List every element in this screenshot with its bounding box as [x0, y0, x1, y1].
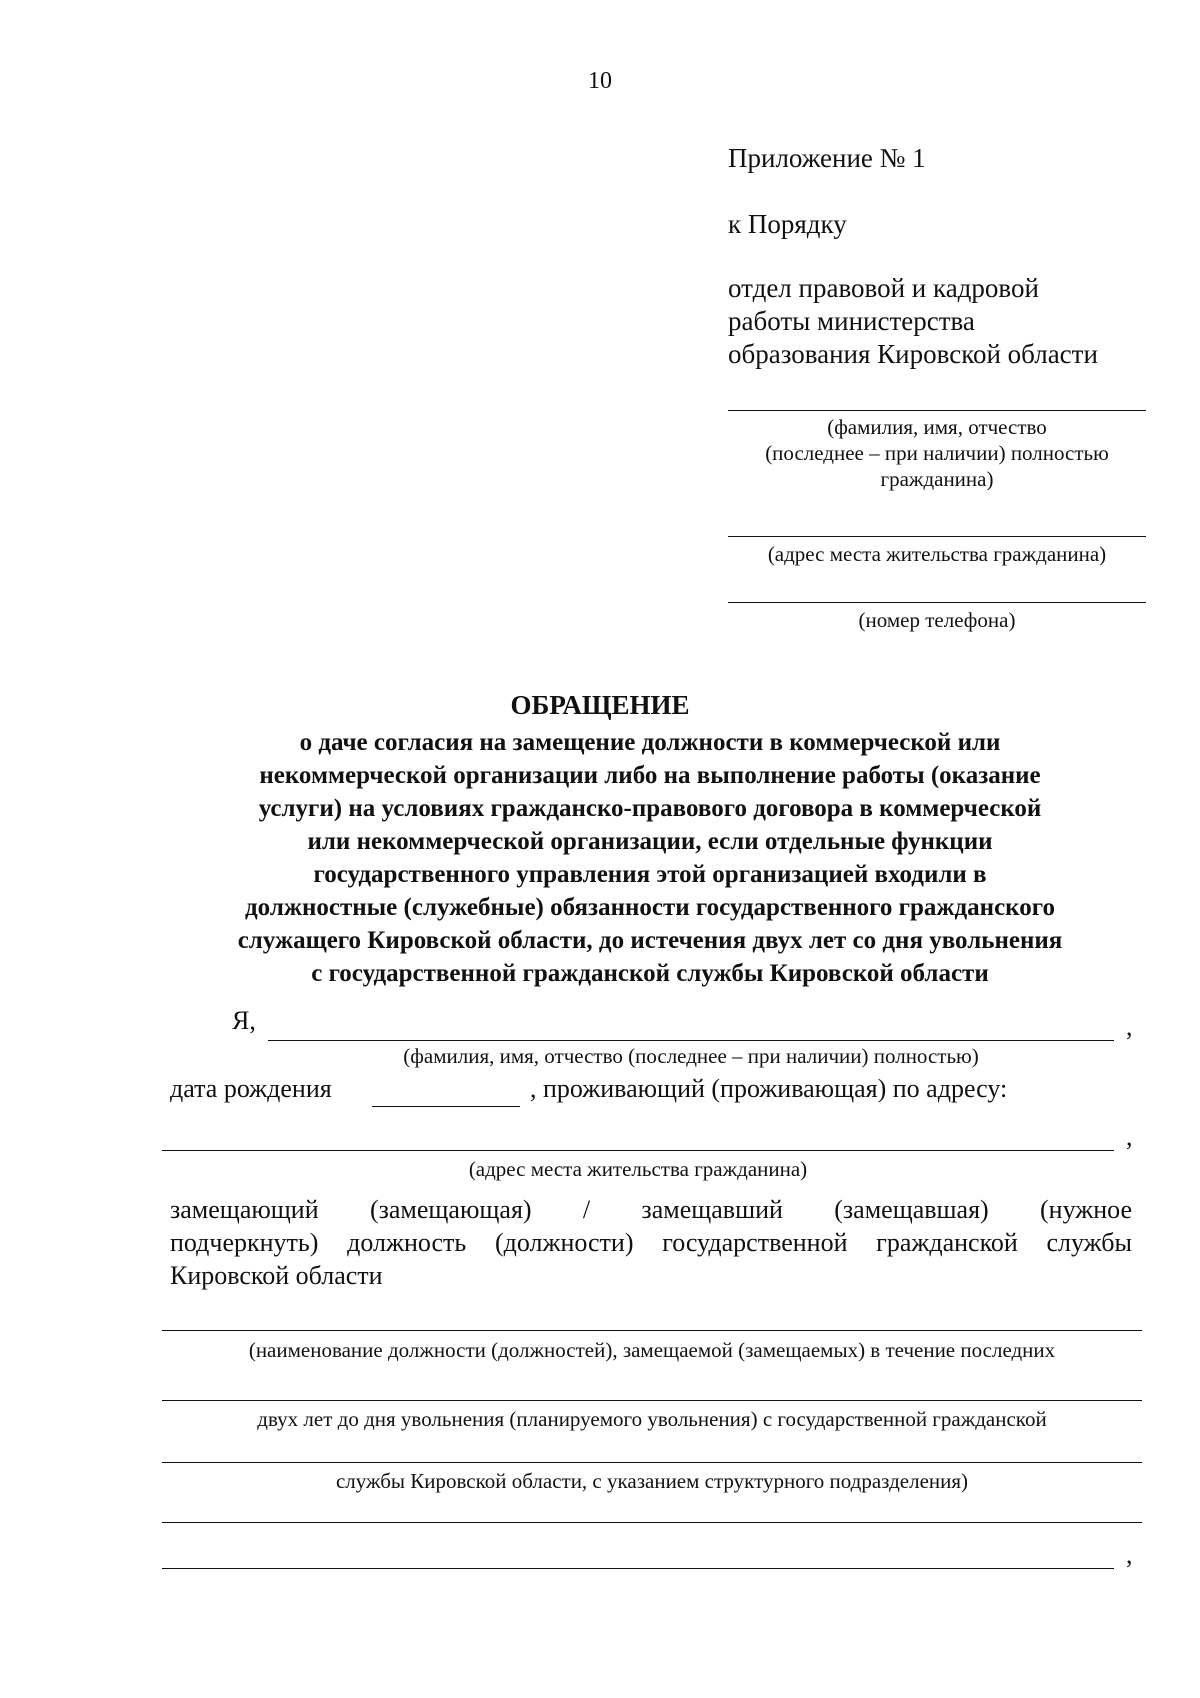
appendix-label: Приложение № 1: [728, 143, 926, 173]
body-fio-field[interactable]: [268, 1040, 1114, 1041]
position-field-4[interactable]: [162, 1522, 1142, 1523]
body-address-caption: (адрес места жительства гражданина): [468, 1157, 808, 1181]
recipient-line: образования Кировской области: [728, 339, 1098, 369]
applicant-address-field[interactable]: [728, 536, 1146, 537]
applicant-phone-field[interactable]: [728, 602, 1146, 603]
applicant-fio-caption: (фамилия, имя, отчество (последнее – при наличии) полностью гражданина): [765, 415, 1109, 491]
position-caption-1: (наименование должности (должностей), замещаемой (замещаемых) в течение последних: [248, 1338, 1056, 1362]
body-fio-caption: (фамилия, имя, отчество (последнее – при наличии) полностью): [403, 1044, 979, 1068]
position-caption-2: двух лет до дня увольнения (планируемого увольнения) с государственной гражданской: [257, 1407, 1047, 1431]
recipient-line: работы министерства: [728, 306, 975, 336]
birth-date-field[interactable]: [372, 1106, 520, 1107]
applicant-address-caption: (адрес места жительства гражданина): [767, 542, 1107, 566]
residing-label: , проживающий (проживающая) по адресу:: [530, 1074, 1008, 1103]
i-label: Я,: [232, 1006, 256, 1035]
recipient-line: отдел правовой и кадровой: [728, 273, 1039, 303]
applicant-fio-field[interactable]: [728, 410, 1146, 411]
position-caption-3: службы Кировской области, с указанием структурного подразделения): [335, 1469, 969, 1493]
position-paragraph: замещающий (замещающая) / замещавший (замещавшая) (нужное подчеркнуть) должность (должности) государственной гражданской службы Кировской области: [170, 1195, 1132, 1290]
page-number: 10: [588, 68, 612, 94]
birth-date-label: дата рождения: [170, 1074, 332, 1103]
recipient-block: [728, 272, 1098, 371]
position-field-2[interactable]: [162, 1400, 1142, 1401]
comma-mark: ,: [1126, 1012, 1133, 1041]
comma-mark: ,: [1126, 1540, 1133, 1569]
applicant-phone-caption: (номер телефона): [858, 608, 1016, 632]
document-subtitle: о даче согласия на замещение должности в коммерческой или некоммерческой организации либо на выполнение работы (оказание услуги) на условиях гражданско-правового договора в коммерческой или некоммерческой организации, если отдельные функции государственного управления этой организацией входили в должностные (служебные) обязанности государственного гражданского служащего Кировской области, до истечения двух лет со дня увольнения с государственной гражданской службы Кировской области: [237, 729, 1063, 987]
document-title: ОБРАЩЕНИЕ: [510, 690, 690, 720]
body-address-field[interactable]: [162, 1150, 1114, 1151]
order-reference: к Порядку: [728, 209, 847, 239]
position-field-1[interactable]: [162, 1330, 1142, 1331]
comma-mark: ,: [1126, 1122, 1133, 1151]
position-field-3[interactable]: [162, 1462, 1142, 1463]
position-field-5[interactable]: [162, 1568, 1114, 1569]
